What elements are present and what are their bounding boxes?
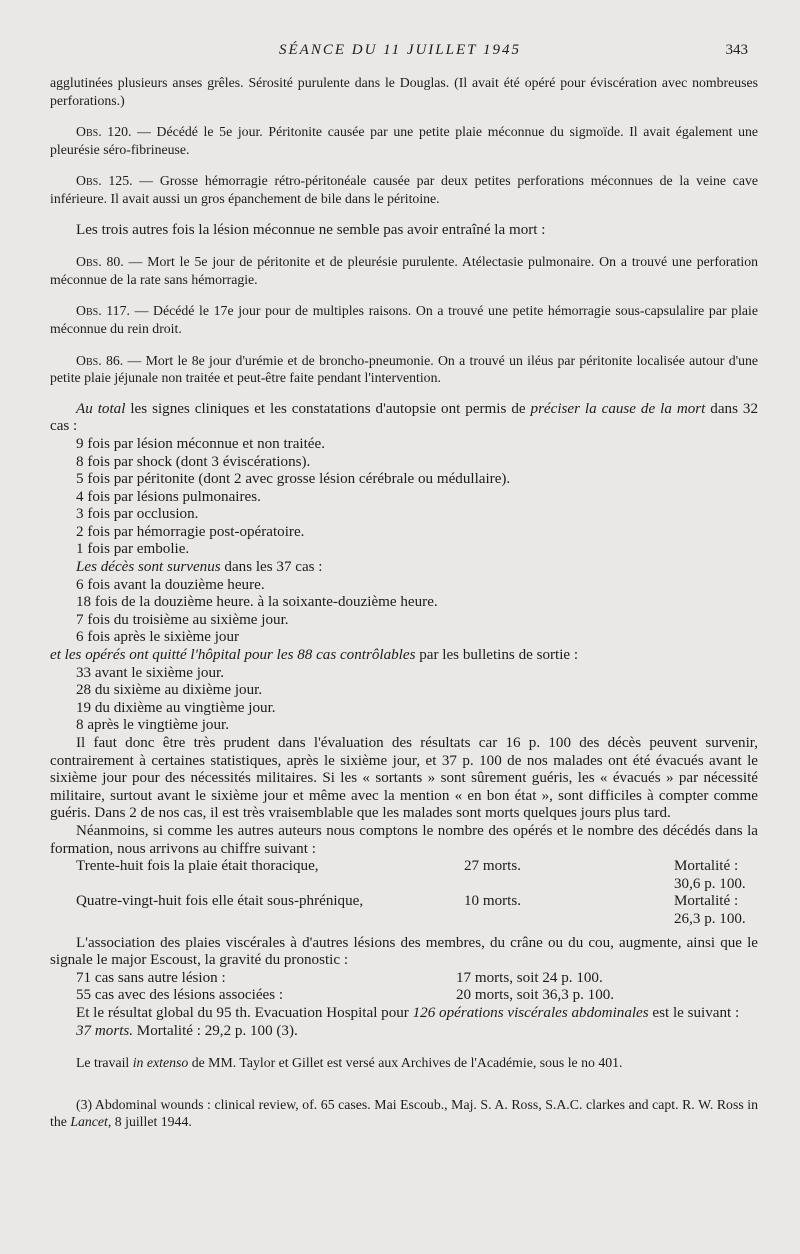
resultat-line-tail: Mortalité : 29,2 p. 100 (3).	[133, 1022, 298, 1039]
page-number: 343	[725, 42, 748, 58]
obs-text: — Grosse hémorragie rétro-péritonéale causée par deux petites perforations méconnues de la veine cave inférieure. Il avait aussi un gros épanchement de bile dans le péritoine.	[50, 173, 758, 206]
footnote-italic: Lancet	[70, 1114, 108, 1130]
footnote-a: (3) Abdominal wounds : clinical review, of. 65 cases. Mai Escoub., Maj. S. A. Ross, S.A.C. clarkes and capt. R. W. Ross in the	[50, 1096, 758, 1130]
resultat-line	[50, 1023, 758, 1041]
deces-heading-italic: Les décès sont survenus	[76, 559, 221, 576]
resultat-line-italic: 37 morts.	[76, 1022, 134, 1039]
travail-b: de MM. Taylor et Gillet est versé aux Archives de l'Académie, sous le no 401.	[188, 1055, 623, 1071]
list-item: 28 du sixième au dixième jour.	[76, 682, 263, 699]
paragraph-prudent: Il faut donc être très prudent dans l'évaluation des résultats car 16 p. 100 des décès peuvent survenir, contrairement à certaines statistiques, après le sixième jour, et 37 p. 100 de nos malades ont été évacués avant le sixième jour pour des nécessités militaires. Si les « sortants » sont sûrement guéris, les « évacués » par nécessité militaire, surtout avant le sixième jour et même avec la mention « en bon état », sont difficiles à compter comme guéris. Dans 2 de nos cas, il est très vraisemblable que les malades sont morts quelques jours plus tard.	[50, 735, 758, 822]
paragraph-intro: agglutinées plusieurs anses grêles. Sérosité purulente dans le Douglas. (Il avait été opéré pour éviscération avec nombreuses perforations.)	[50, 75, 758, 108]
observation-117	[50, 302, 758, 337]
obs-text: — Décédé le 5e jour. Péritonite causée par une petite plaie méconnue du sigmoïde. Il avait également une pleurésie séro-fibrineuse.	[50, 124, 758, 157]
running-header	[0, 40, 800, 64]
table-cell: 55 cas avec des lésions associées :	[76, 987, 284, 1004]
observation-80	[50, 253, 758, 288]
mortality-table	[50, 858, 758, 928]
table-cell: Trente-huit fois la plaie était thoracique,	[76, 858, 319, 875]
travail-italic: in extenso	[132, 1055, 189, 1071]
sortie-list	[50, 665, 758, 735]
list-item: 18 fois de la douzième heure. à la soixante-douzième heure.	[76, 594, 438, 611]
list-item: 1 fois par embolie.	[76, 541, 190, 558]
resultat-text: Et le résultat global du 95 th. Evacuation Hospital pour	[76, 1004, 413, 1021]
table-cell: 10 morts.	[464, 893, 522, 910]
table-cell: Quatre-vingt-huit fois elle était sous-phrénique,	[76, 893, 364, 910]
au-total-tail: dans 32 cas :	[50, 400, 759, 435]
observation-125	[50, 172, 758, 207]
obs-label: Obs. 117.	[76, 303, 130, 319]
resultat-tail: est le suivant :	[648, 1004, 740, 1021]
list-item: 19 du dixième au vingtième jour.	[76, 699, 276, 716]
list-item: 8 après le vingtième jour.	[76, 717, 229, 734]
document-body	[50, 74, 758, 1131]
table-row	[50, 893, 758, 928]
paragraph-travail	[50, 1054, 758, 1072]
au-total-lead: Au total	[76, 400, 126, 417]
obs-label: Obs. 125.	[76, 173, 133, 189]
table-cell: 17 morts, soit 24 p. 100.	[456, 969, 603, 986]
list-item: 6 fois avant la douzième heure.	[76, 576, 265, 593]
list-item: 7 fois du troisième au sixième jour.	[76, 611, 289, 628]
table-row	[50, 970, 758, 988]
table-row	[50, 858, 758, 893]
table-cell: 20 morts, soit 36,3 p. 100.	[456, 987, 615, 1004]
obs-label: Obs. 120.	[76, 124, 132, 140]
list-item: 6 fois après le sixième jour	[76, 629, 240, 646]
list-item: 5 fois par péritonite (dont 2 avec grosse lésion cérébrale ou médullaire).	[76, 471, 511, 488]
list-item: 33 avant le sixième jour.	[76, 664, 224, 681]
list-item: 3 fois par occlusion.	[76, 506, 199, 523]
causes-list	[50, 436, 758, 559]
observation-120	[50, 123, 758, 158]
table-cell: 27 morts.	[464, 858, 522, 875]
obs-label: Obs. 86.	[76, 352, 124, 368]
deces-heading-tail: dans les 37 cas :	[220, 559, 323, 576]
footnote	[50, 1096, 758, 1131]
deces-list	[50, 577, 758, 647]
obs-label: Obs. 80.	[76, 254, 124, 270]
deces-heading	[50, 559, 758, 577]
paragraph-trois-autres: Les trois autres fois la lésion méconnue ne semble pas avoir entraîné la mort :	[76, 221, 546, 238]
association-table	[50, 970, 758, 1005]
sortie-heading-italic: et les opérés ont quitté l'hôpital pour les 88 cas contrôlables	[50, 647, 416, 664]
table-cell: 71 cas sans autre lésion :	[76, 969, 226, 986]
obs-text: — Mort le 5e jour de péritonite et de pleurésie purulente. Atélectasie pulmonaire. On a trouvé une perforation méconnue de la rate sans hémorragie.	[50, 254, 758, 287]
paragraph-association: L'association des plaies viscérales à d'autres lésions des membres, du crâne ou du cou, augmente, ainsi que le signale le major Escoust, la gravité du pronostic :	[50, 934, 758, 969]
au-total-mid: les signes cliniques et les constatations d'autopsie ont permis de	[125, 400, 531, 417]
footnote-b: , 8 juillet 1944.	[107, 1114, 192, 1130]
resultat-italic: 126 opérations viscérales abdominales	[412, 1004, 649, 1021]
obs-text: — Mort le 8e jour d'urémie et de broncho-pneumonie. On a trouvé un iléus par péritonite localisée autour d'une petite plaie jéjunale non traitée et peut-être faite pendant l'intervention.	[50, 352, 758, 386]
sortie-heading	[50, 647, 758, 665]
au-total-preciser: préciser la cause de la mort	[530, 400, 706, 417]
paragraph-au-total	[50, 401, 758, 436]
travail-a: Le travail	[76, 1055, 133, 1071]
paragraph-resultat	[50, 1005, 758, 1023]
obs-text: — Décédé le 17e jour pour de multiples raisons. On a trouvé une petite hémorragie sous-capsulalire par plaie méconnue du rein droit.	[50, 303, 758, 336]
observation-86	[50, 352, 758, 387]
list-item: 2 fois par hémorragie post-opératoire.	[76, 523, 305, 540]
sortie-heading-tail: par les bulletins de sortie :	[415, 647, 579, 664]
table-row	[50, 987, 758, 1005]
paragraph-neanmoins: Néanmoins, si comme les autres auteurs nous comptons le nombre des opérés et le nombre des décédés dans la formation, nous arrivons au chiffre suivant :	[50, 822, 758, 857]
table-cell: Mortalité : 30,6 p. 100.	[674, 858, 746, 892]
list-item: 4 fois par lésions pulmonaires.	[76, 488, 261, 505]
table-cell: Mortalité : 26,3 p. 100.	[674, 893, 746, 927]
list-item: 8 fois par shock (dont 3 éviscérations).	[76, 453, 311, 470]
header-title: SÉANCE DU 11 JUILLET 1945	[279, 42, 521, 58]
list-item: 9 fois par lésion méconnue et non traitée.	[76, 435, 325, 452]
